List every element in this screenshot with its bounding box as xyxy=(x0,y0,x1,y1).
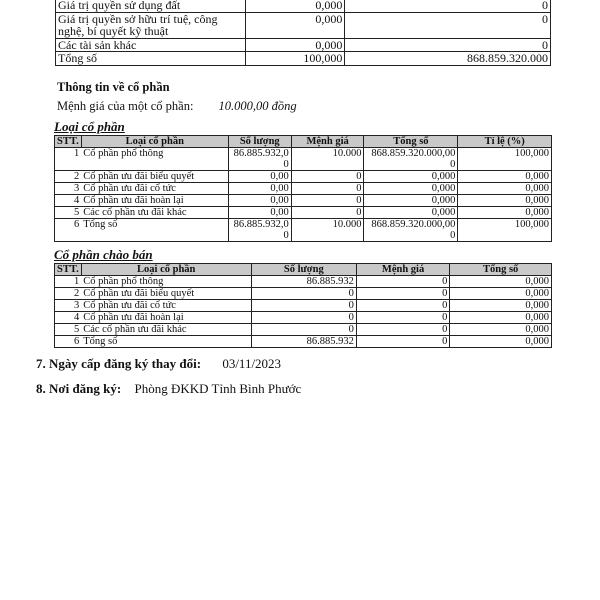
row-name: Các cổ phần ưu đãi khác xyxy=(81,207,228,219)
row-pct: 100,000 xyxy=(458,148,552,171)
row-total: 868.859.320.000,00 0 xyxy=(364,219,458,242)
share-types-table xyxy=(54,135,552,242)
table-row xyxy=(55,195,552,207)
row-total: 0,000 xyxy=(450,312,552,324)
asset-label: Tổng số xyxy=(56,52,246,66)
asset-label: Giá trị quyền sử dụng đất xyxy=(56,0,246,12)
col-header-qty: Số lượng xyxy=(251,264,356,276)
row-par: 0 xyxy=(291,183,364,195)
row-name: Cổ phần ưu đãi hoàn lại xyxy=(81,195,228,207)
col-header-stt: STT. xyxy=(55,264,82,276)
table-row xyxy=(55,219,552,242)
par-value-label: Mệnh giá của một cổ phần: xyxy=(57,99,194,113)
row-name: Các cổ phần ưu đãi khác xyxy=(81,324,251,336)
table-header-row xyxy=(55,136,552,148)
col-header-par: Mệnh giá xyxy=(291,136,364,148)
table-row xyxy=(55,312,552,324)
issue-date-label: 7. Ngày cấp đăng ký thay đổi: xyxy=(36,356,202,371)
row-total: 868.859.320.000,00 0 xyxy=(364,148,458,171)
row-qty: 0 xyxy=(251,288,356,300)
row-qty: 86.885.932,0 0 xyxy=(228,148,291,171)
row-total: 0,000 xyxy=(450,300,552,312)
row-name: Cổ phần ưu đãi cổ tức xyxy=(81,183,228,195)
row-qty: 86.885.932 xyxy=(251,276,356,288)
col-header-total: Tổng số xyxy=(364,136,458,148)
col-header-type: Loại cổ phần xyxy=(81,136,228,148)
row-name: Cổ phần phổ thông xyxy=(81,148,228,171)
row-name: Tổng số xyxy=(81,336,251,348)
asset-label: Giá trị quyền sở hữu trí tuệ, công nghệ, bí quyết kỹ thuật xyxy=(56,12,246,38)
row-name: Cổ phần ưu đãi hoàn lại xyxy=(81,312,251,324)
row-stt: 1 xyxy=(55,148,82,171)
row-name: Tổng số xyxy=(81,219,228,242)
share-types-title: Loại cổ phần xyxy=(54,119,125,134)
row-par: 0 xyxy=(356,276,449,288)
row-name: Cổ phần ưu đãi biểu quyết xyxy=(81,171,228,183)
issue-date-line xyxy=(36,356,281,372)
table-row xyxy=(55,171,552,183)
row-par: 0 xyxy=(356,288,449,300)
table-row xyxy=(56,52,551,66)
issue-date-value: 03/11/2023 xyxy=(222,356,282,371)
row-qty: 0,00 xyxy=(228,207,291,219)
row-stt: 2 xyxy=(55,288,82,300)
row-pct: 0,000 xyxy=(458,195,552,207)
table-row xyxy=(55,300,552,312)
row-stt: 3 xyxy=(55,300,82,312)
row-qty: 0,00 xyxy=(228,183,291,195)
registration-place-label: 8. Nơi đăng ký: xyxy=(36,381,122,396)
row-name: Cổ phần phổ thông xyxy=(81,276,251,288)
row-qty: 0,00 xyxy=(228,195,291,207)
row-name: Cổ phần ưu đãi cổ tức xyxy=(81,300,251,312)
col-header-total: Tổng số xyxy=(450,264,552,276)
row-qty: 86.885.932 xyxy=(251,336,356,348)
table-header-row xyxy=(55,264,552,276)
col-header-par: Mệnh giá xyxy=(356,264,449,276)
asset-value: 0 xyxy=(345,38,551,52)
row-stt: 6 xyxy=(55,336,82,348)
asset-value: 0 xyxy=(345,12,551,38)
row-par: 0 xyxy=(356,324,449,336)
table-row xyxy=(56,0,551,12)
row-total: 0,000 xyxy=(364,183,458,195)
row-total: 0,000 xyxy=(450,336,552,348)
row-pct: 0,000 xyxy=(458,171,552,183)
offered-shares-title: Cổ phần chào bán xyxy=(54,247,153,262)
row-par: 0 xyxy=(291,195,364,207)
row-total: 0,000 xyxy=(450,276,552,288)
row-stt: 5 xyxy=(55,207,82,219)
row-stt: 1 xyxy=(55,276,82,288)
row-par: 0 xyxy=(356,336,449,348)
table-row xyxy=(55,324,552,336)
row-qty: 0 xyxy=(251,312,356,324)
row-stt: 5 xyxy=(55,324,82,336)
par-value: 10.000,00 đồng xyxy=(218,99,297,113)
asset-value: 0 xyxy=(345,0,551,12)
col-header-type: Loại cổ phần xyxy=(81,264,251,276)
col-header-qty: Số lượng xyxy=(228,136,291,148)
col-header-pct: Tỉ lệ (%) xyxy=(458,136,552,148)
table-row xyxy=(56,38,551,52)
share-info-title: Thông tin về cổ phần xyxy=(57,80,170,94)
row-qty: 0 xyxy=(251,300,356,312)
table-row xyxy=(55,148,552,171)
row-pct: 0,000 xyxy=(458,183,552,195)
row-total: 0,000 xyxy=(450,288,552,300)
row-total: 0,000 xyxy=(364,207,458,219)
table-row xyxy=(55,207,552,219)
row-qty: 0 xyxy=(251,324,356,336)
asset-pct: 0,000 xyxy=(245,0,345,12)
row-total: 0,000 xyxy=(364,195,458,207)
asset-pct: 0,000 xyxy=(245,38,345,52)
col-header-stt: STT. xyxy=(55,136,82,148)
asset-table xyxy=(55,0,551,66)
row-qty: 0,00 xyxy=(228,171,291,183)
row-par: 0 xyxy=(356,300,449,312)
offered-shares-table xyxy=(54,263,552,348)
row-stt: 6 xyxy=(55,219,82,242)
row-total: 0,000 xyxy=(364,171,458,183)
table-row xyxy=(55,183,552,195)
table-row xyxy=(56,12,551,38)
row-total: 0,000 xyxy=(450,324,552,336)
asset-value: 868.859.320.000 xyxy=(345,52,551,66)
row-name: Cổ phần ưu đãi biểu quyết xyxy=(81,288,251,300)
row-par: 0 xyxy=(291,171,364,183)
row-par: 10.000 xyxy=(291,219,364,242)
table-row xyxy=(55,288,552,300)
row-stt: 4 xyxy=(55,195,82,207)
par-value-line xyxy=(57,99,297,114)
row-stt: 3 xyxy=(55,183,82,195)
asset-label: Các tài sản khác xyxy=(56,38,246,52)
table-row xyxy=(55,336,552,348)
row-par: 10.000 xyxy=(291,148,364,171)
row-par: 0 xyxy=(291,207,364,219)
row-pct: 100,000 xyxy=(458,219,552,242)
row-stt: 4 xyxy=(55,312,82,324)
row-pct: 0,000 xyxy=(458,207,552,219)
row-stt: 2 xyxy=(55,171,82,183)
asset-pct: 0,000 xyxy=(245,12,345,38)
registration-place-line xyxy=(36,381,301,397)
row-qty: 86.885.932,0 0 xyxy=(228,219,291,242)
registration-place-value: Phòng ĐKKD Tỉnh Bình Phước xyxy=(134,381,302,396)
asset-pct: 100,000 xyxy=(245,52,345,66)
table-row xyxy=(55,276,552,288)
row-par: 0 xyxy=(356,312,449,324)
